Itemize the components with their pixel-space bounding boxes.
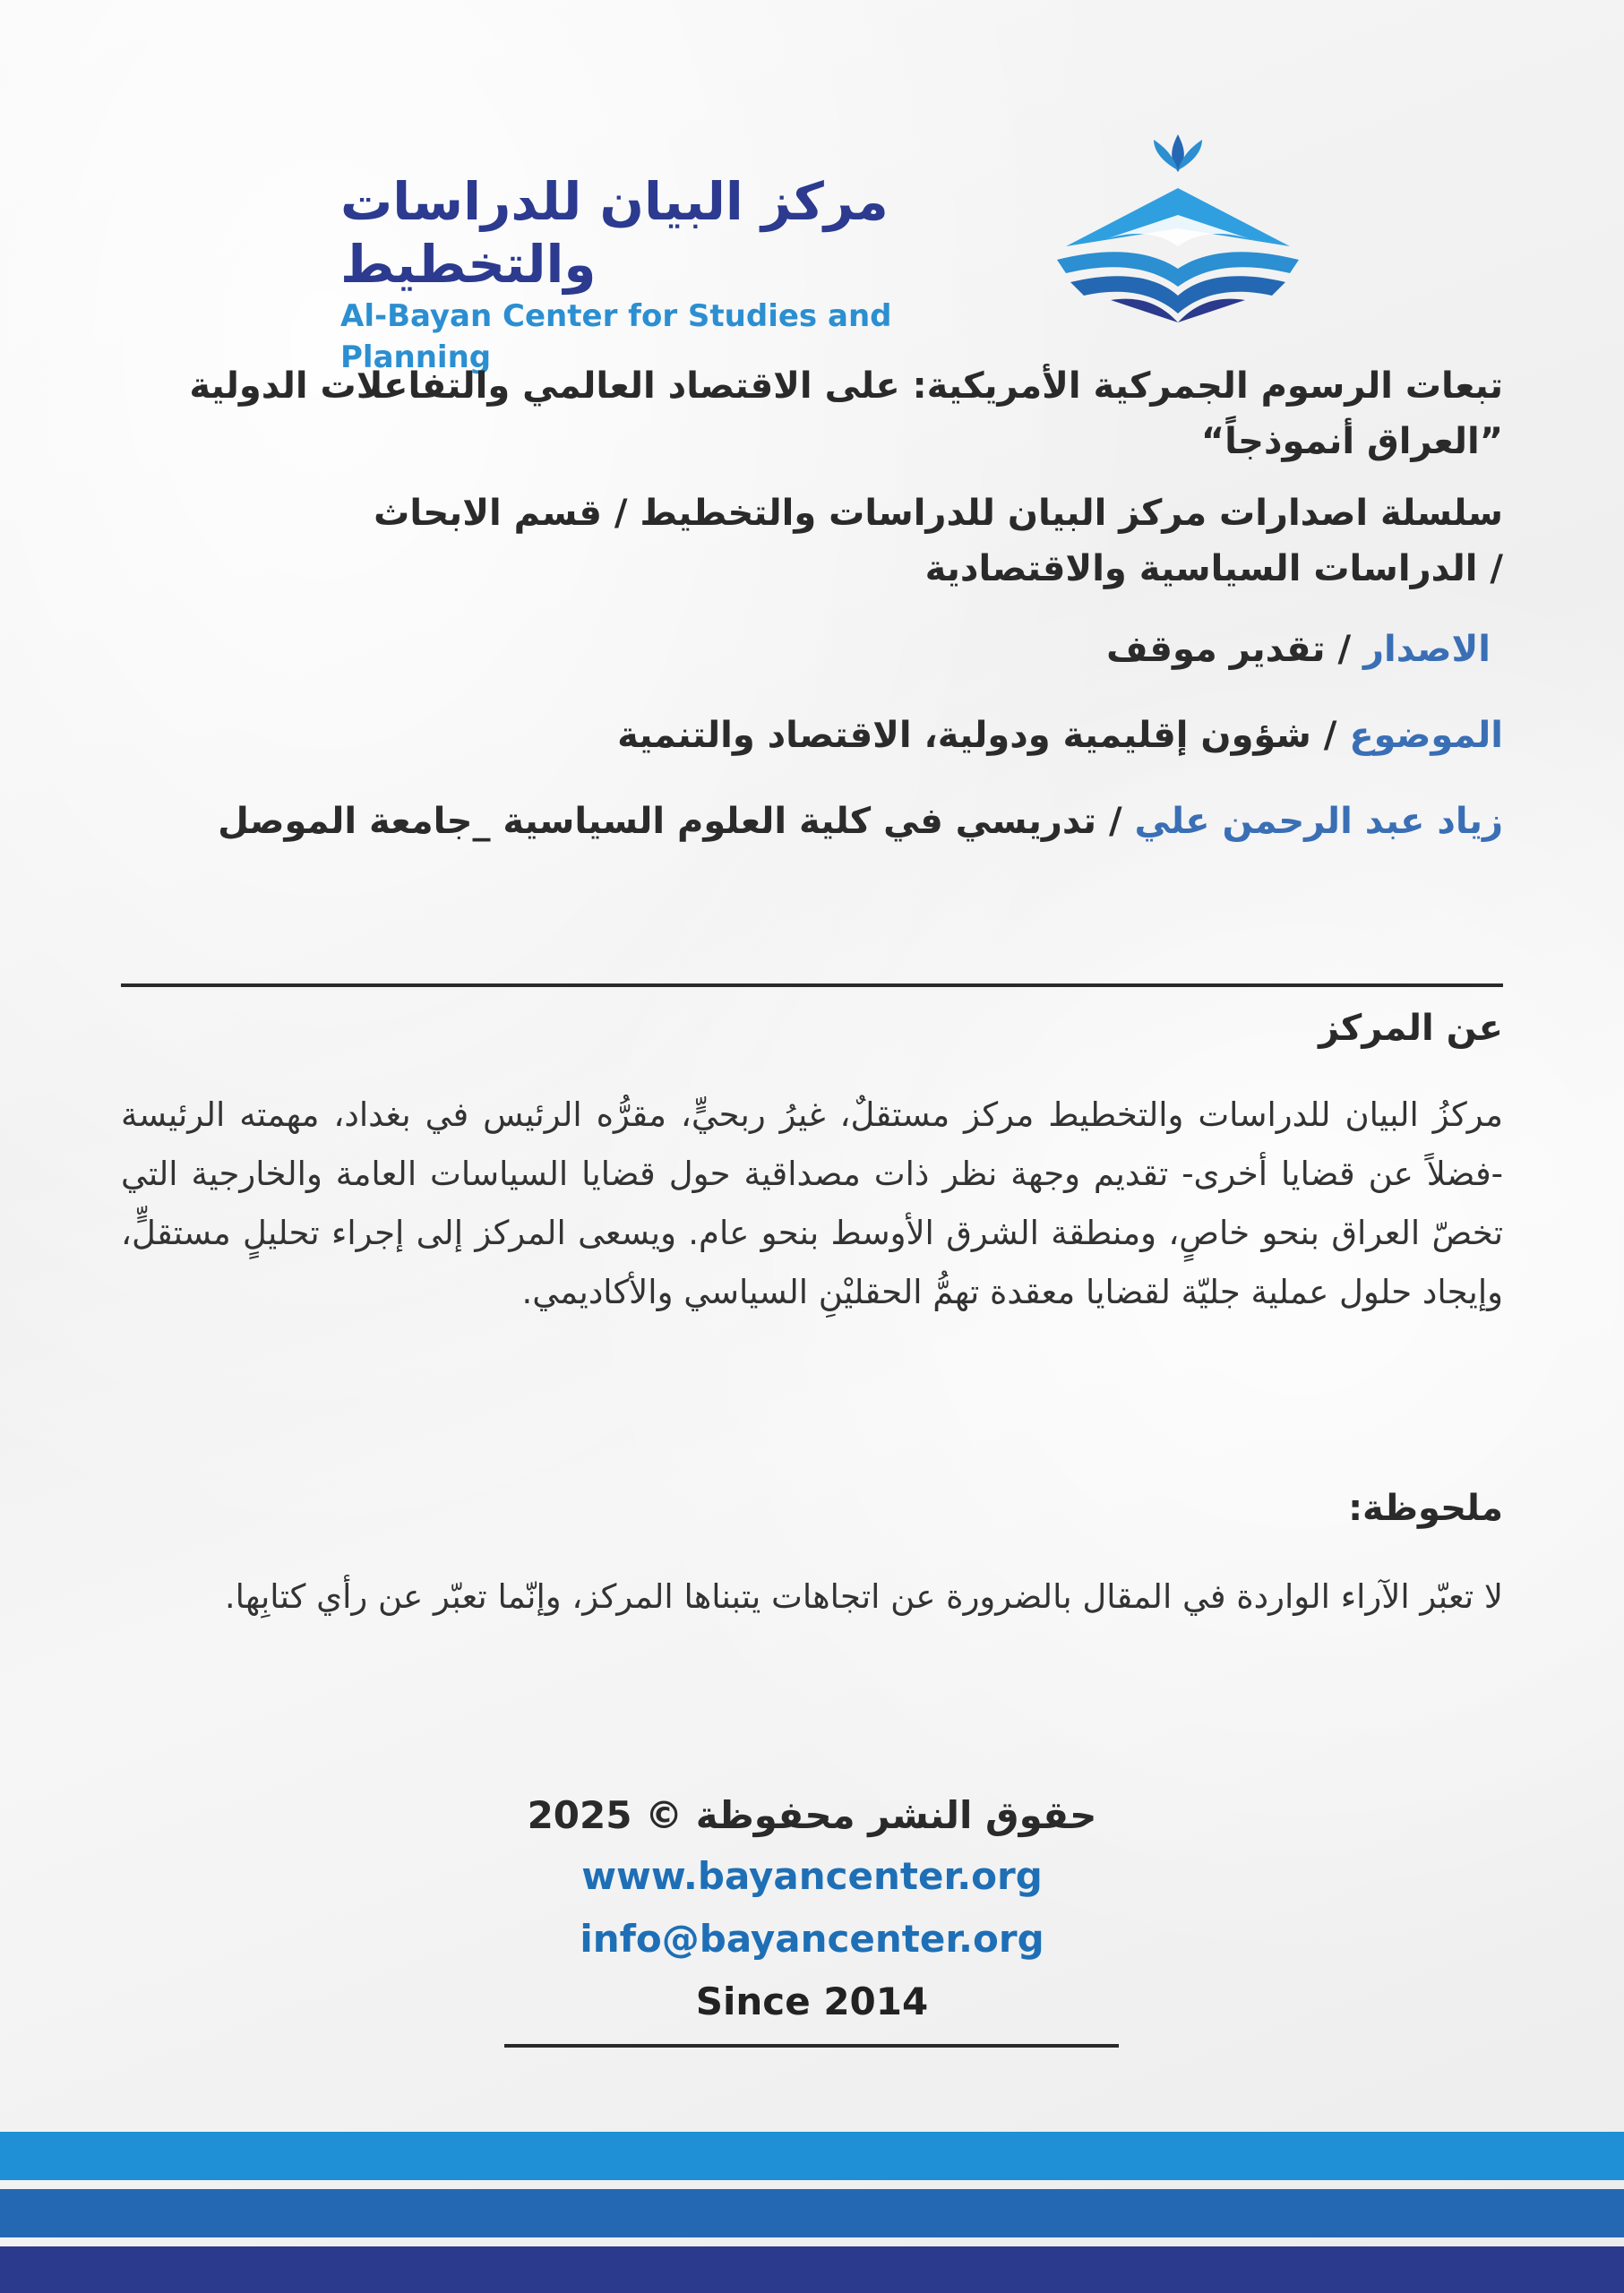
org-name-english: Al-Bayan Center for Studies and Planning (340, 298, 892, 375)
divider-top (121, 983, 1503, 987)
copyright: حقوق النشر محفوظة © 2025 (527, 1793, 1097, 1837)
org-name-arabic: مركز البيان للدراسات والتخطيط (340, 171, 889, 295)
about-body: مركزُ البيان للدراسات والتخطيط مركز مستقلٌ، غيرُ ربحيٍّ، مقرُّه الرئيس في بغداد، مهمته الرئيسة -فضلاً عن قضايا أخرى- تقديم وجهة نظر ذات مصداقية حول قضايا السياسات العامة والخارجية التي تخصّ العراق بنحو خاصٍ، ومنطقة الشرق الأوسط بنحو عام. ويسعى المركز إلى إجراء تحليلٍ مستقلٍّ، وإيجاد حلول عملية جليّة لقضايا معقدة تهمُّ الحقليْنِ السياسي والأكاديمي. (121, 1095, 1503, 1311)
since-year: Since 2014 (695, 1980, 929, 2023)
series-block (177, 485, 1503, 597)
about-section (121, 1001, 1503, 1322)
series-line-2: / الدراسات السياسية والاقتصادية (924, 548, 1503, 589)
series-line-1: سلسلة اصدارات مركز البيان للدراسات والتخطيط / قسم الابحاث (374, 493, 1503, 534)
topic-key: الموضوع (1349, 715, 1503, 756)
issue-key: الاصدار (1363, 629, 1491, 670)
author-row (177, 794, 1503, 849)
author-key: زياد عبد الرحمن علي (1134, 801, 1503, 842)
about-heading: عن المركز (1319, 1008, 1503, 1049)
publication-meta (177, 358, 1503, 880)
issue-value: / تقدير موقف (1106, 629, 1363, 670)
email-link[interactable]: info@bayancenter.org (580, 1917, 1044, 1961)
author-value: / تدريسي في كلية العلوم السياسية _جامعة الموصل (218, 801, 1135, 842)
title-block (177, 358, 1503, 469)
open-book-with-leaves-icon (1048, 134, 1308, 322)
footer-stripe-mid (0, 2189, 1624, 2237)
footer-stripe-dark (0, 2246, 1624, 2293)
note-section (121, 1481, 1503, 1627)
topic-row (177, 708, 1503, 763)
divider-bottom (504, 2044, 1119, 2048)
footer-info (0, 1786, 1624, 2033)
header (340, 134, 1308, 375)
note-body: لا تعبّر الآراء الواردة في المقال بالضرورة عن اتجاهات يتبناها المركز، وإنّما تعبّر عن رأي كتابِها. (224, 1577, 1503, 1616)
logo-text (340, 170, 1021, 378)
website-link[interactable]: www.bayancenter.org (581, 1854, 1043, 1898)
title-line-1: تبعات الرسوم الجمركية الأمريكية: على الاقتصاد العالمي والتفاعلات الدولية (189, 365, 1503, 407)
issue-row (177, 622, 1503, 677)
note-heading: ملحوظة: (1348, 1488, 1503, 1529)
topic-value: / شؤون إقليمية ودولية، الاقتصاد والتنمية (617, 715, 1350, 756)
title-line-2: ”العراق أنموذجاً“ (1200, 421, 1503, 462)
footer-stripe-light (0, 2132, 1624, 2180)
